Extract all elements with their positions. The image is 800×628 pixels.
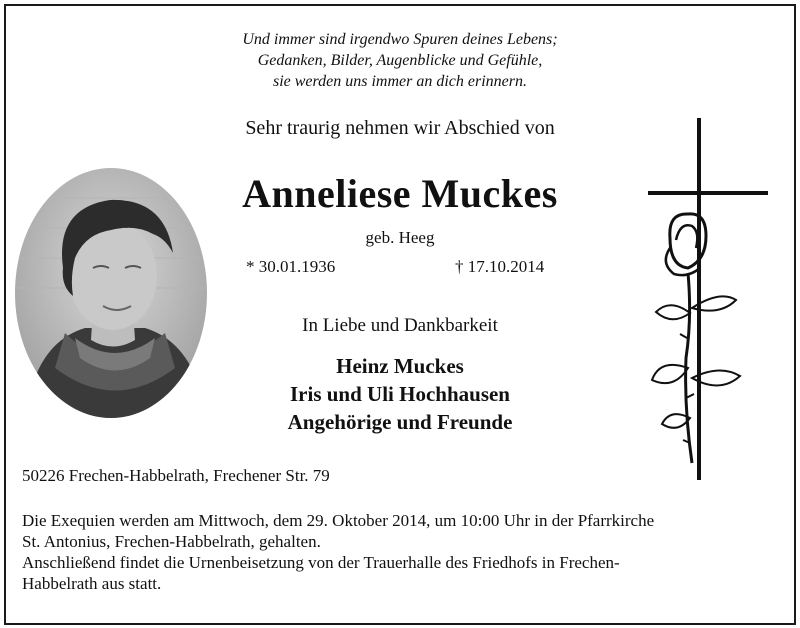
poem-line: Gedanken, Bilder, Augenblicke und Gefühle, xyxy=(257,52,543,69)
intro-text: Sehr traurig nehmen wir Abschied von xyxy=(245,117,555,139)
poem xyxy=(0,30,800,93)
service-line: Anschließend findet die Urnenbeisetzung von der Trauerhalle des Friedhofs in Frechen- xyxy=(22,553,620,572)
death-date: † 17.10.2014 xyxy=(455,257,545,276)
mourner-name: Heinz Muckes xyxy=(336,354,464,378)
birth-name: geb. Heeg xyxy=(365,228,435,247)
poem-line: Und immer sind irgendwo Spuren deines Lebens; xyxy=(242,31,558,48)
mourner-name: Angehörige und Freunde xyxy=(287,410,513,434)
service-info xyxy=(22,510,762,594)
mourners-list xyxy=(0,352,800,436)
deceased-name: Anneliese Muckes xyxy=(242,171,558,216)
dedication-line: In Liebe und Dankbarkeit xyxy=(302,315,498,336)
birth-date: * 30.01.1936 xyxy=(246,257,336,276)
poem-line: sie werden uns immer an dich erinnern. xyxy=(272,73,528,90)
service-line: St. Antonius, Frechen-Habbelrath, gehalten. xyxy=(22,532,321,551)
address-line: 50226 Frechen-Habbelrath, Frechener Str. 79 xyxy=(22,466,330,485)
service-line: Habbelrath aus statt. xyxy=(22,574,162,593)
service-line: Die Exequien werden am Mittwoch, dem 29. Oktober 2014, um 10:00 Uhr in der Pfarrkirche xyxy=(22,511,655,530)
mourner-name: Iris und Uli Hochhausen xyxy=(290,382,510,406)
